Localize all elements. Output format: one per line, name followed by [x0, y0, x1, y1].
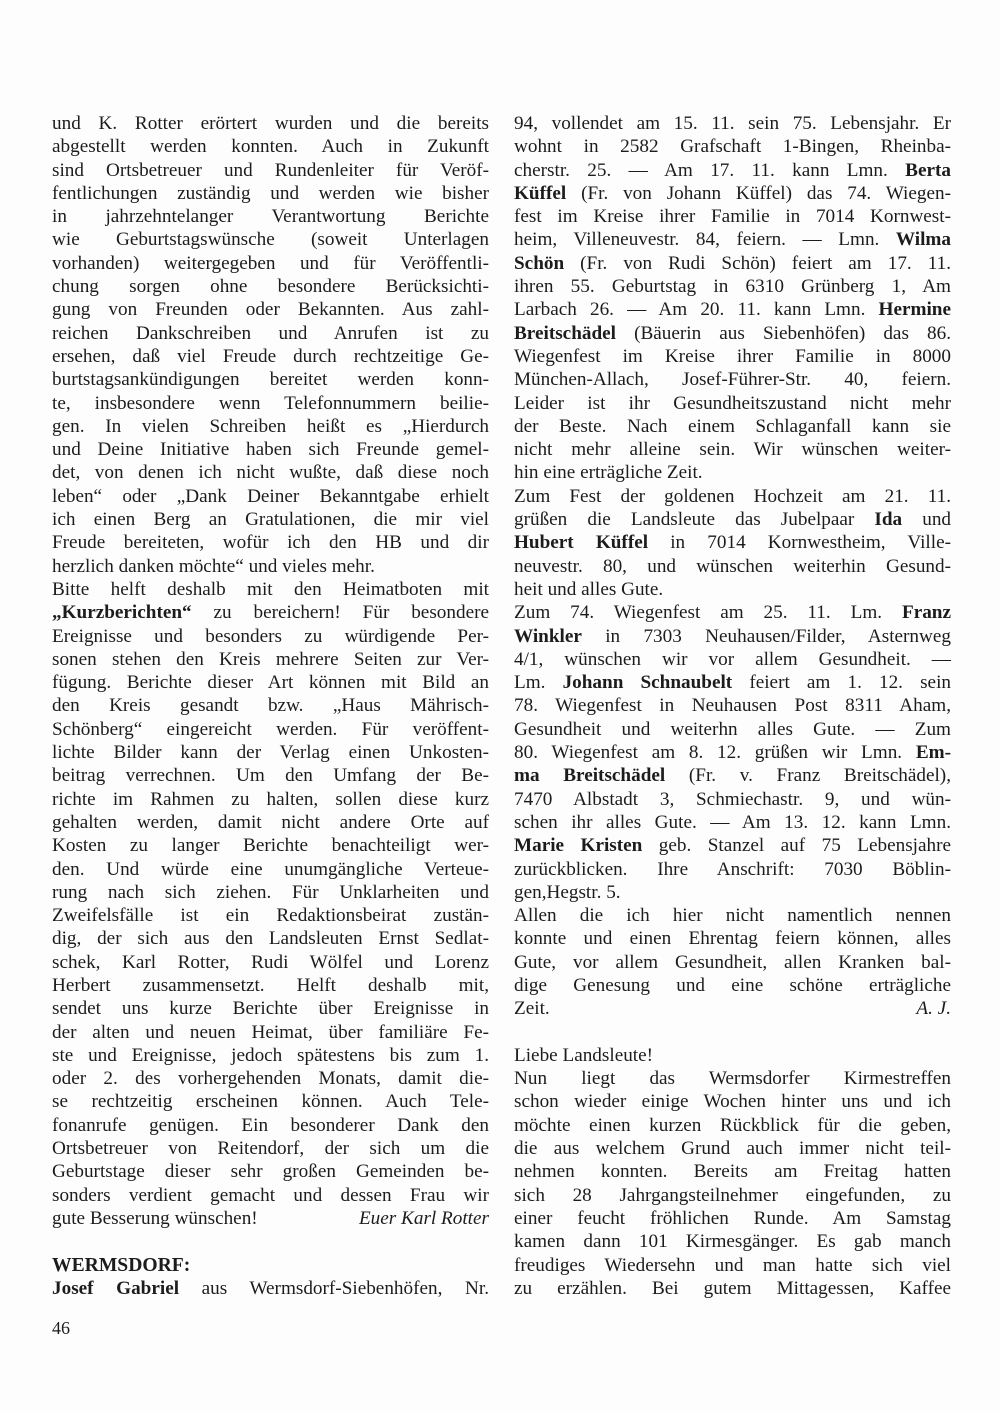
- text-segment: Wiegenfest im Kreise ihrer Familie in 8000: [514, 345, 951, 367]
- text-segment: Lm.: [514, 672, 563, 694]
- text-line: [514, 1137, 951, 1160]
- text-segment: einer feucht fröhlichen Runde. Am Samstag: [514, 1207, 951, 1229]
- text-line: [52, 159, 489, 182]
- bold-name: Breitschädel: [514, 322, 616, 344]
- text-line: [52, 1277, 489, 1300]
- text-segment: Ereignisse und besonders zu würdigende Per-: [52, 625, 489, 647]
- text-line: [52, 694, 489, 717]
- text-line: [514, 1184, 951, 1207]
- bold-name: Winkler: [514, 625, 582, 647]
- text-line: [52, 461, 489, 484]
- text-line: [52, 788, 489, 811]
- text-line: [52, 438, 489, 461]
- text-segment: sind Ortsbetreuer und Rundenleiter für Veröf-: [52, 159, 489, 181]
- text-segment: in 7303 Neuhausen/Filder, Asternweg: [581, 625, 951, 647]
- text-line: [514, 788, 951, 811]
- text-segment: kamen dann 101 Kirmesgänger. Es gab manch: [514, 1231, 951, 1253]
- text-line: [514, 997, 951, 1020]
- text-line: [52, 555, 489, 578]
- left-column: [52, 112, 489, 1300]
- text-line: [514, 834, 951, 857]
- text-line: [52, 648, 489, 671]
- text-line: [514, 415, 951, 438]
- text-segment: schek, Karl Rotter, Rudi Wölfel und Lorenz: [52, 951, 489, 973]
- text-segment: Zeit.: [514, 998, 550, 1020]
- text-line: [514, 159, 951, 182]
- text-line: [514, 1230, 951, 1253]
- bold-name: Johann Schnaubelt: [562, 672, 733, 694]
- text-line: [514, 345, 951, 368]
- text-segment: gute Besserung wünschen!: [52, 1207, 258, 1229]
- text-line: [52, 1067, 489, 1090]
- bold-name: Josef Gabriel: [52, 1277, 180, 1299]
- text-segment: in 7014 Kornwestheim, Ville-: [648, 532, 951, 554]
- text-line: [52, 671, 489, 694]
- text-line: [514, 1207, 951, 1230]
- text-segment: ersehen, daß viel Freude durch rechtzeitige Ge-: [52, 345, 489, 367]
- text-line: [52, 974, 489, 997]
- text-segment: fügung. Berichte dieser Art können mit Bild an: [52, 672, 489, 694]
- text-segment: grüßen die Landsleute das Jubelpaar: [514, 509, 875, 531]
- text-segment: feiert am 1. 12. sein: [732, 672, 952, 694]
- text-line: [52, 135, 489, 158]
- text-segment: Ortsbetreuer von Reitendorf, der sich um die: [52, 1138, 489, 1160]
- text-line: [514, 718, 951, 741]
- bold-name: Küffel: [514, 182, 567, 204]
- text-line: [514, 601, 951, 624]
- text-line: [52, 1254, 489, 1277]
- text-segment: Zum Fest der goldenen Hochzeit am 21. 11.: [514, 485, 951, 507]
- text-line: [514, 135, 951, 158]
- text-segment: zu erzählen. Bei gutem Mittagessen, Kaffee: [514, 1277, 951, 1299]
- text-line: [52, 322, 489, 345]
- text-segment: fest im Kreise ihrer Familie in 7014 Kornwest-: [514, 206, 951, 228]
- text-line: [52, 415, 489, 438]
- text-segment: gung von Freunden oder Bekannten. Aus zahl-: [52, 299, 489, 321]
- text-line: [514, 485, 951, 508]
- text-line: [52, 508, 489, 531]
- bold-name: Hermine: [878, 299, 951, 321]
- text-line: [514, 438, 951, 461]
- text-line: [514, 951, 951, 974]
- bold-name: Berta: [905, 159, 951, 181]
- text-line: [52, 1230, 489, 1253]
- text-segment: den. Und würde eine unumgängliche Verteue-: [52, 858, 489, 880]
- text-segment: det, von denen ich nicht wußte, daß diese noch: [52, 462, 489, 484]
- text-segment: burtstagsankündigungen bereitet werden konn-: [52, 369, 489, 391]
- text-segment: Bitte helft deshalb mit den Heimatboten mit: [52, 578, 489, 600]
- bold-name: Ida: [874, 509, 903, 531]
- text-segment: und Deine Initiative haben sich Freunde gemel-: [52, 439, 489, 461]
- text-segment: schen ihr alles Gute. — Am 13. 12. kann Lmn.: [514, 811, 951, 833]
- text-line: [52, 1207, 489, 1230]
- text-segment: möchte einen kurzen Rückblick für die geben,: [514, 1114, 951, 1136]
- text-line: [52, 951, 489, 974]
- bold-name: Schön: [514, 252, 565, 274]
- text-line: [52, 298, 489, 321]
- text-line: [52, 1137, 489, 1160]
- text-segment: (Fr. von Rudi Schön) feiert am 17. 11.: [564, 252, 951, 274]
- bold-name: Em-: [915, 742, 951, 764]
- text-segment: 78. Wiegenfest in Neuhausen Post 8311 Aham,: [514, 695, 951, 717]
- text-segment: die aus welchem Grund auch immer nicht teil-: [514, 1138, 951, 1160]
- text-segment: schon wieder einige Wochen hinter uns und ich: [514, 1091, 951, 1113]
- text-line: [514, 1277, 951, 1300]
- text-segment: nehmen konnten. Bereits am Freitag hatten: [514, 1161, 951, 1183]
- text-line: [52, 811, 489, 834]
- text-line: [52, 578, 489, 601]
- text-line: [52, 1114, 489, 1137]
- bold-name: Marie Kristen: [514, 835, 643, 857]
- text-segment: wie Geburtstagswünsche (soweit Unterlagen: [52, 229, 489, 251]
- text-line: [514, 858, 951, 881]
- text-line: [514, 392, 951, 415]
- text-line: [52, 205, 489, 228]
- text-line: [52, 1090, 489, 1113]
- text-segment: Zum 74. Wiegenfest am 25. 11. Lm.: [514, 602, 902, 624]
- text-segment: aus Wermsdorf-Siebenhöfen, Nr.: [179, 1277, 489, 1299]
- right-column: [514, 112, 951, 1300]
- text-line: [52, 858, 489, 881]
- text-segment: Leider ist ihr Gesundheitszustand nicht mehr: [514, 392, 951, 414]
- text-segment: Liebe Landsleute!: [514, 1044, 654, 1066]
- text-line: [514, 182, 951, 205]
- text-line: [514, 461, 951, 484]
- text-segment: gen. In vielen Schreiben heißt es „Hierdurch: [52, 415, 489, 437]
- text-segment: heim, Villeneuvestr. 84, feiern. — Lmn.: [514, 229, 896, 251]
- text-segment: ihren 55. Geburtstag in 6310 Grünberg 1, Am: [514, 276, 951, 298]
- signature: A. J.: [916, 998, 951, 1020]
- text-segment: hin eine erträgliche Zeit.: [514, 462, 703, 484]
- text-line: [514, 625, 951, 648]
- text-segment: und K. Rotter erörtert wurden und die bereits: [52, 113, 489, 134]
- text-segment: (Bäuerin aus Siebenhöfen) das 86.: [615, 322, 951, 344]
- text-segment: ich einen Berg an Gratulationen, die mir viel: [52, 509, 489, 531]
- text-line: [514, 112, 951, 135]
- text-line: [514, 881, 951, 904]
- text-line: [52, 112, 489, 135]
- text-segment: sonders verdient gemacht und dessen Frau wir: [52, 1184, 489, 1206]
- signature: Euer Karl Rotter: [358, 1207, 489, 1229]
- text-segment: nicht mehr alleine sein. Wir wünschen weiter-: [514, 439, 951, 461]
- text-line: [52, 1044, 489, 1067]
- text-line: [52, 1184, 489, 1207]
- text-segment: abgestellt werden konnten. Auch in Zukunft: [52, 136, 489, 158]
- text-segment: cherstr. 25. — Am 17. 11. kann Lmn.: [514, 159, 906, 181]
- page-number: 46: [52, 1318, 70, 1338]
- text-segment: 94, vollendet am 15. 11. sein 75. Lebensjahr. Er: [514, 113, 951, 134]
- text-line: [514, 1160, 951, 1183]
- text-segment: (Fr. v. Franz Breitschädel),: [665, 765, 951, 787]
- text-segment: fonanrufe genügen. Ein besonderer Dank den: [52, 1114, 489, 1136]
- text-line: [514, 671, 951, 694]
- text-segment: Gute, vor allem Gesundheit, allen Kranken bal-: [514, 951, 951, 973]
- text-segment: zu bereichern! Für besondere: [191, 602, 489, 624]
- text-line: [514, 531, 951, 554]
- text-segment: der Beste. Nach einem Schlaganfall kann sie: [514, 415, 951, 437]
- text-line: [514, 1021, 951, 1044]
- text-line: [52, 718, 489, 741]
- text-segment: rung nach sich ziehen. Für Unklarheiten und: [52, 881, 489, 903]
- text-segment: Kosten zu langer Berichte benachteiligt wer-: [52, 835, 489, 857]
- text-segment: Zweifelsfälle ist ein Redaktionsbeirat zustän-: [52, 905, 489, 927]
- text-line: [514, 927, 951, 950]
- text-line: [514, 1067, 951, 1090]
- text-line: [52, 275, 489, 298]
- text-line: [514, 1114, 951, 1137]
- text-segment: 4/1, wünschen wir vor allem Gesundheit. —: [514, 648, 951, 670]
- text-line: [52, 531, 489, 554]
- text-line: [514, 368, 951, 391]
- text-line: [52, 1021, 489, 1044]
- text-segment: fentlichungen zuständig und werden wie bisher: [52, 182, 489, 204]
- text-segment: ste und Ereignisse, jedoch spätestens bis zum 1.: [52, 1044, 489, 1066]
- text-line: [52, 764, 489, 787]
- text-segment: konnte und einen Ehrentag feiern können, alles: [514, 928, 951, 950]
- text-segment: Freude bereiteten, wofür ich den HB und dir: [52, 532, 489, 554]
- text-segment: Herbert zusammensetzt. Helft deshalb mit,: [52, 974, 489, 996]
- text-line: [514, 1044, 951, 1067]
- text-line: [514, 1090, 951, 1113]
- text-line: [514, 648, 951, 671]
- bold-name: ma Breitschädel: [514, 765, 666, 787]
- text-line: [514, 275, 951, 298]
- text-segment: herzlich danken möchte“ und vieles mehr.: [52, 555, 375, 577]
- text-segment: richte im Rahmen zu halten, sollen diese kurz: [52, 788, 489, 810]
- text-segment: leben“ oder „Dank Deiner Bekanntgabe erhielt: [52, 485, 489, 507]
- text-segment: chung sorgen ohne besondere Berücksichti-: [52, 276, 489, 298]
- text-line: [514, 205, 951, 228]
- text-segment: sendet uns kurze Berichte über Ereignisse in: [52, 998, 489, 1020]
- bold-name: Wilma: [895, 229, 951, 251]
- text-line: [52, 392, 489, 415]
- text-segment: se rechtzeitig erscheinen können. Auch Tele-: [52, 1091, 489, 1113]
- text-segment: der alten und neuen Heimat, über familiäre Fe-: [52, 1021, 489, 1043]
- text-line: [52, 368, 489, 391]
- text-segment: den Kreis gesandt bzw. „Haus Mährisch-: [52, 695, 489, 717]
- text-segment: München-Allach, Josef-Führer-Str. 40, feiern.: [514, 369, 951, 391]
- text-line: [52, 485, 489, 508]
- bold-name: Franz: [901, 602, 951, 624]
- text-segment: beitrag verrechnen. Um den Umfang der Be-: [52, 765, 489, 787]
- text-line: [514, 741, 951, 764]
- text-line: [514, 578, 951, 601]
- text-segment: in jahrzehntelanger Verantwortung Berichte: [52, 206, 489, 228]
- text-line: [514, 322, 951, 345]
- text-segment: Larbach 26. — Am 20. 11. kann Lmn.: [514, 299, 879, 321]
- text-segment: lichte Bilder kann der Verlag einen Unkosten-: [52, 742, 489, 764]
- text-line: [514, 904, 951, 927]
- text-line: [52, 1160, 489, 1183]
- text-segment: wohnt in 2582 Grafschaft 1-Bingen, Rheinba-: [514, 136, 951, 158]
- text-segment: te, insbesondere wenn Telefonnummern beilie-: [52, 392, 489, 414]
- text-segment: oder 2. des vorhergehenden Monats, damit die-: [52, 1068, 489, 1090]
- text-segment: neuvestr. 80, und wünschen weiterhin Gesund-: [514, 555, 951, 577]
- text-line: [514, 508, 951, 531]
- text-line: [52, 997, 489, 1020]
- text-line: [514, 1254, 951, 1277]
- text-segment: reichen Dankschreiben und Anrufen ist zu: [52, 322, 489, 344]
- text-segment: freudiges Wiedersehn und man hatte sich viel: [514, 1254, 951, 1276]
- text-line: [514, 252, 951, 275]
- section-heading: WERMSDORF:: [52, 1254, 191, 1276]
- bold-name: Hubert Küffel: [514, 532, 649, 554]
- text-segment: geb. Stanzel auf 75 Lebensjahre: [642, 835, 952, 857]
- bold-name: „Kurzberichten“: [52, 602, 192, 624]
- text-segment: vorhanden) weitergegeben und für Veröffentli-: [52, 252, 489, 274]
- text-segment: sonen stehen den Kreis mehrere Seiten zur Ver-: [52, 648, 489, 670]
- text-line: [514, 764, 951, 787]
- text-line: [514, 228, 951, 251]
- text-line: [52, 881, 489, 904]
- text-segment: Nun liegt das Wermsdorfer Kirmestreffen: [514, 1068, 951, 1090]
- text-segment: dig, der sich aus den Landsleuten Ernst Sedlat-: [52, 928, 489, 950]
- text-segment: Allen die ich hier nicht namentlich nennen: [514, 905, 951, 927]
- text-line: [514, 694, 951, 717]
- text-line: [514, 298, 951, 321]
- text-line: [514, 974, 951, 997]
- text-segment: heit und alles Gute.: [514, 578, 664, 600]
- text-line: [514, 811, 951, 834]
- text-segment: Gesundheit und weiterhn alles Gute. — Zum: [514, 718, 951, 740]
- text-line: [52, 345, 489, 368]
- text-segment: Geburtstage dieser sehr großen Gemeinden be-: [52, 1161, 489, 1183]
- text-segment: 80. Wiegenfest am 8. 12. grüßen wir Lmn.: [514, 742, 916, 764]
- text-segment: dige Genesung und eine schöne erträgliche: [514, 974, 951, 996]
- text-segment: und: [902, 509, 952, 531]
- text-segment: sich 28 Jahrgangsteilnehmer eingefunden, zu: [514, 1184, 951, 1206]
- text-line: [52, 601, 489, 624]
- text-segment: 7470 Albstadt 3, Schmiechastr. 9, und wün-: [514, 788, 951, 810]
- text-line: [52, 741, 489, 764]
- text-line: [52, 625, 489, 648]
- text-line: [514, 555, 951, 578]
- text-segment: gehalten werden, damit nicht andere Orte auf: [52, 811, 489, 833]
- text-segment: gen,Hegstr. 5.: [514, 881, 621, 903]
- text-segment: zurückblicken. Ihre Anschrift: 7030 Böblin-: [514, 858, 951, 880]
- text-line: [52, 834, 489, 857]
- text-line: [52, 927, 489, 950]
- text-segment: Schönberg“ eingereicht werden. Für veröffent-: [52, 718, 489, 740]
- text-line: [52, 904, 489, 927]
- text-line: [52, 182, 489, 205]
- text-line: [52, 228, 489, 251]
- text-segment: (Fr. von Johann Küffel) das 74. Wiegen-: [566, 182, 951, 204]
- text-line: [52, 252, 489, 275]
